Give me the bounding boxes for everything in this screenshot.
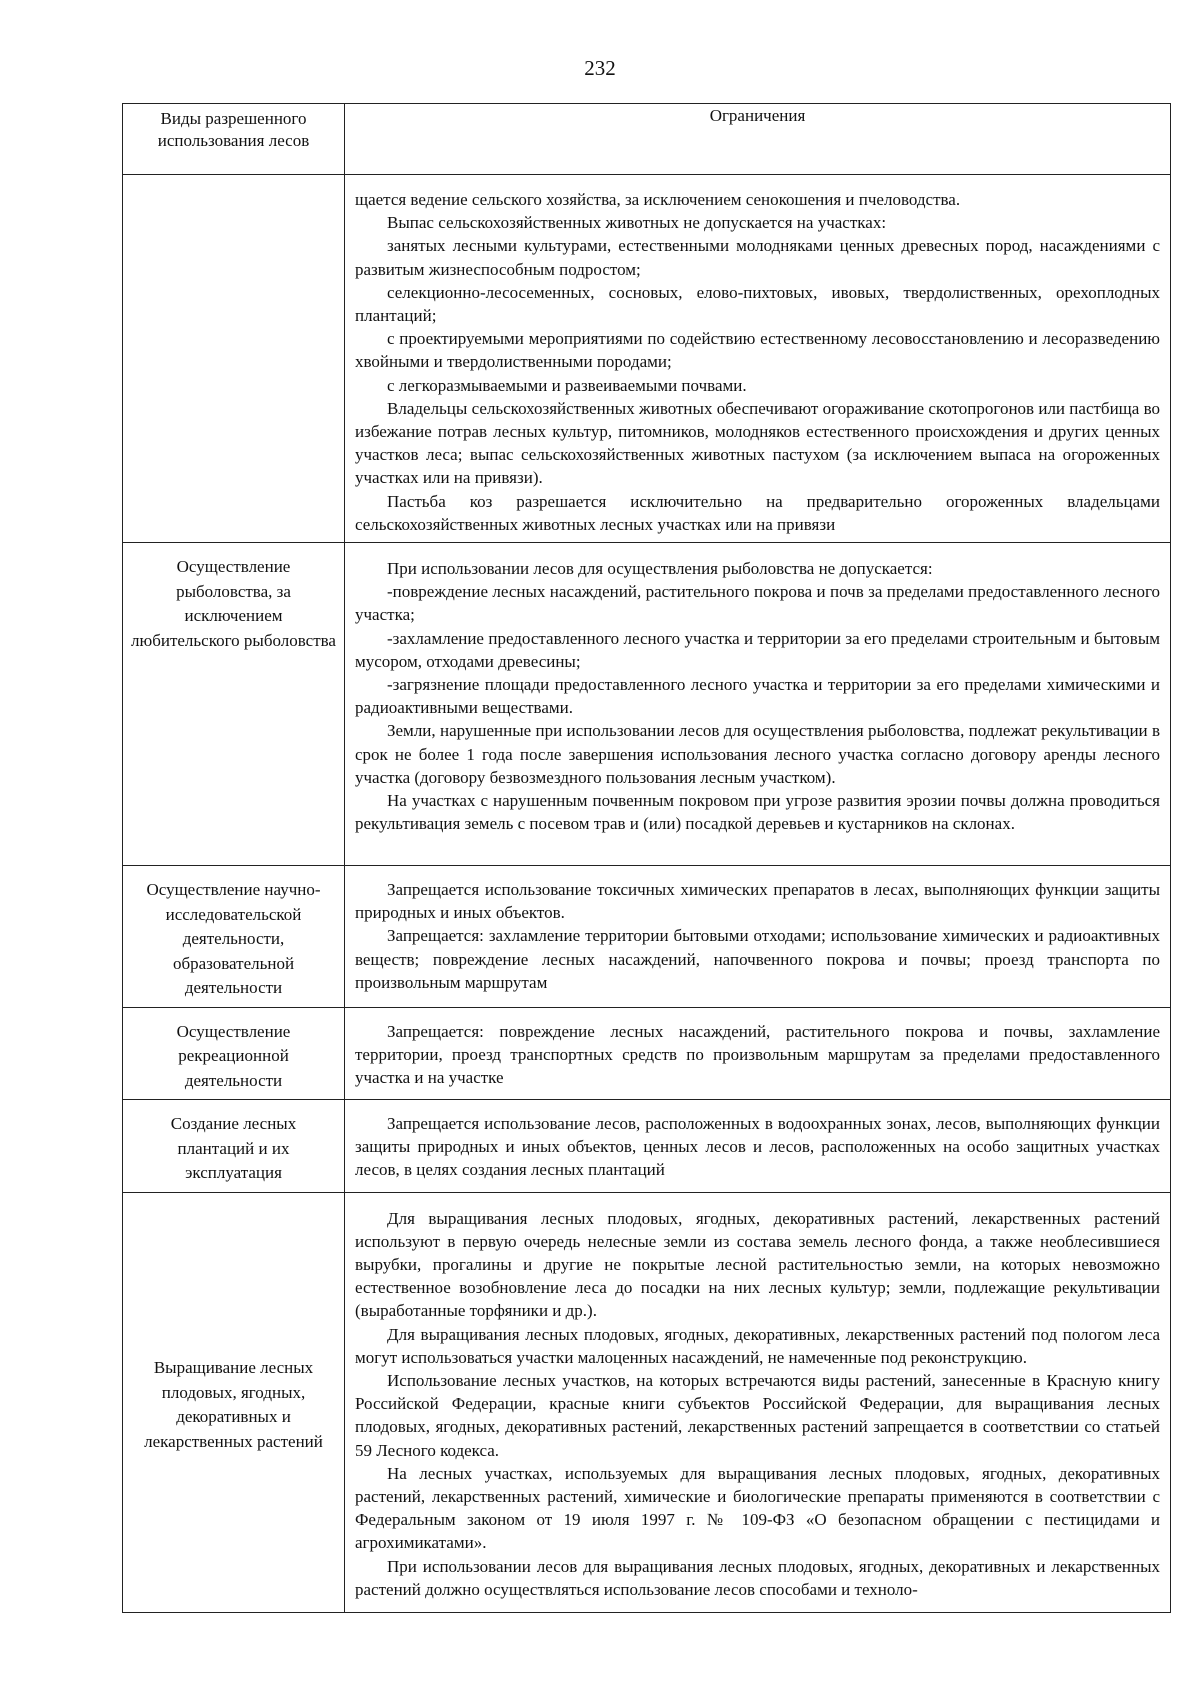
- table-header-row: [123, 104, 1171, 175]
- page-number: 232: [584, 56, 616, 80]
- restriction-paragraph: На лесных участках, используемых для выращивания лесных плодовых, ягодных, декоративных растений, лекарственных растений, химические и биологические препараты применяются в соответствии с Федеральным законом от 19 июля 1997 г. № 109-ФЗ «О безопасном обращении с пестицидами и агрохимикатами».: [355, 1463, 1160, 1553]
- restrictions-table: [122, 103, 1171, 1613]
- restriction-paragraph: Запрещается: захламление территории бытовыми отходами; использование химических и радиоактивных веществ; повреждение лесных насаждений, напочвенного покрова и почвы; проезд транспорта по произвольным маршрутам: [355, 926, 1160, 992]
- restriction-paragraph: селекционно-лесосеменных, сосновых, елово-пихтовых, ивовых, твердолиственных, орехоплодных плантаций;: [355, 282, 1160, 326]
- restriction-paragraph: Владельцы сельскохозяйственных животных обеспечивают огораживание скотопрогонов или пастбища во избежание потрав лесных культур, питомников, молодняков естественного происхождения и других ценных участков леса; выпас сельскохозяйственных животных пастухом (за исключением выпаса на огороженных участках или на привязи).: [355, 398, 1160, 488]
- restriction-paragraph: Для выращивания лесных плодовых, ягодных, декоративных растений, лекарственных растений используют в первую очередь нелесные земли из состава земель лесного фонда, а также необлесившиеся вырубки, прогалины и другие не покрытые лесной растительностью земли, на которых невозможно естественное возобновление леса до посадки на них лесных культур; земли, подлежащие рекультивации (выработанные торфяники и др.).: [355, 1208, 1160, 1321]
- restriction-paragraph: -загрязнение площади предоставленного лесного участка и территории за его пределами химическими и радиоактивными веществами.: [355, 675, 1160, 718]
- restrictions-cell: [345, 1007, 1171, 1100]
- kind-of-use-cell: Осуществление научно-исследовательской деятельности, образовательной деятельности: [123, 866, 345, 1008]
- restrictions-cell: [345, 1192, 1171, 1612]
- restriction-paragraph: -повреждение лесных насаждений, растительного покрова и почв за пределами предоставленного лесного участка;: [355, 582, 1160, 625]
- table-row: [123, 1192, 1171, 1612]
- restriction-paragraph: Запрещается использование лесов, расположенных в водоохранных зонах, лесов, выполняющих функции защиты природных и иных объектов, ценных лесов и лесов, расположенных на особо защитных участках лесов, в целях создания лесных плантаций: [355, 1114, 1160, 1180]
- restriction-paragraph: Запрещается использование токсичных химических препаратов в лесах, выполняющих функции защиты природных и иных объектов.: [355, 880, 1160, 923]
- restriction-paragraph: Выпас сельскохозяйственных животных не допускается на участках:: [387, 213, 887, 233]
- table-row: [123, 1100, 1171, 1193]
- restrictions-cell: [345, 175, 1171, 543]
- restriction-paragraph: На участках с нарушенным почвенным покровом при угрозе развития эрозии почвы должна проводиться рекультивация земель с посевом трав и (или) посадкой деревьев и кустарников на склонах.: [355, 791, 1160, 834]
- kind-of-use-cell: Выращивание лесных плодовых, ягодных, декоративных и лекарственных растений: [123, 1192, 345, 1612]
- restriction-paragraph: с легкоразмываемыми и развеиваемыми почвами.: [387, 375, 747, 395]
- restriction-paragraph: -захламление предоставленного лесного участка и территории за его пределами строительным и бытовым мусором, отходами древесины;: [355, 628, 1160, 671]
- restrictions-cell: [345, 866, 1171, 1008]
- kind-of-use-cell: [123, 175, 345, 543]
- restriction-paragraph: Запрещается: повреждение лесных насаждений, растительного покрова и почвы, захламление территории, проезд транспортных средств по произвольным маршрутам за пределами предоставленного участка и на участке: [355, 1021, 1160, 1087]
- header-kinds-of-use: Виды разрешенного использования лесов: [123, 104, 345, 175]
- table-row: [123, 866, 1171, 1008]
- restrictions-cell: [345, 1100, 1171, 1193]
- restriction-paragraph: Для выращивания лесных плодовых, ягодных, декоративных, лекарственных растений под пологом леса могут использоваться участки малоценных насаждений, не намеченные под реконструкцию.: [355, 1324, 1160, 1367]
- restriction-paragraph: При использовании лесов для выращивания лесных плодовых, ягодных, декоративных и лекарственных растений должно осуществляться использование лесов способами и техноло-: [355, 1556, 1160, 1599]
- header-restrictions: Ограничения: [345, 104, 1171, 175]
- kind-of-use-cell: Осуществление рекреационной деятельности: [123, 1007, 345, 1100]
- restriction-paragraph: Земли, нарушенные при использовании лесов для осуществления рыболовства, подлежат рекультивации в срок не более 1 года после завершения использования лесного участка согласно договору аренды лесного участка (договору безвозмездного пользования лесным участком).: [355, 721, 1160, 787]
- restriction-paragraph: Использование лесных участков, на которых встречаются виды растений, занесенные в Красную книгу Российской Федерации, красные книги субъектов Российской Федерации, для выращивания лесных плодовых, ягодных, декоративных растений, лекарственных растений запрещается в соответствии со статьей 59 Лесного кодекса.: [355, 1370, 1160, 1460]
- restriction-paragraph: занятых лесными культурами, естественными молодняками ценных древесных пород, насаждениями с развитым жизнеспособным подростом;: [355, 236, 1160, 279]
- restrictions-cell: [345, 543, 1171, 866]
- restriction-paragraph: Пастьба коз разрешается исключительно на предварительно огороженных владельцами сельскохозяйственных животных лесных участках или на привязи: [355, 491, 1160, 534]
- restriction-paragraph: с проектируемыми мероприятиями по содействию естественному лесовосстановлению и лесоразведению хвойными и твердолиственными породами;: [355, 329, 1160, 372]
- table-row: [123, 543, 1171, 866]
- restriction-paragraph: щается ведение сельского хозяйства, за исключением сенокошения и пчеловодства.: [355, 190, 961, 209]
- restriction-paragraph: При использовании лесов для осуществления рыболовства не допускается:: [387, 559, 933, 579]
- table-row: [123, 175, 1171, 543]
- kind-of-use-cell: Осуществление рыболовства, за исключением любительского рыболовства: [123, 543, 345, 866]
- kind-of-use-cell: Создание лесных плантаций и их эксплуатация: [123, 1100, 345, 1193]
- table-row: [123, 1007, 1171, 1100]
